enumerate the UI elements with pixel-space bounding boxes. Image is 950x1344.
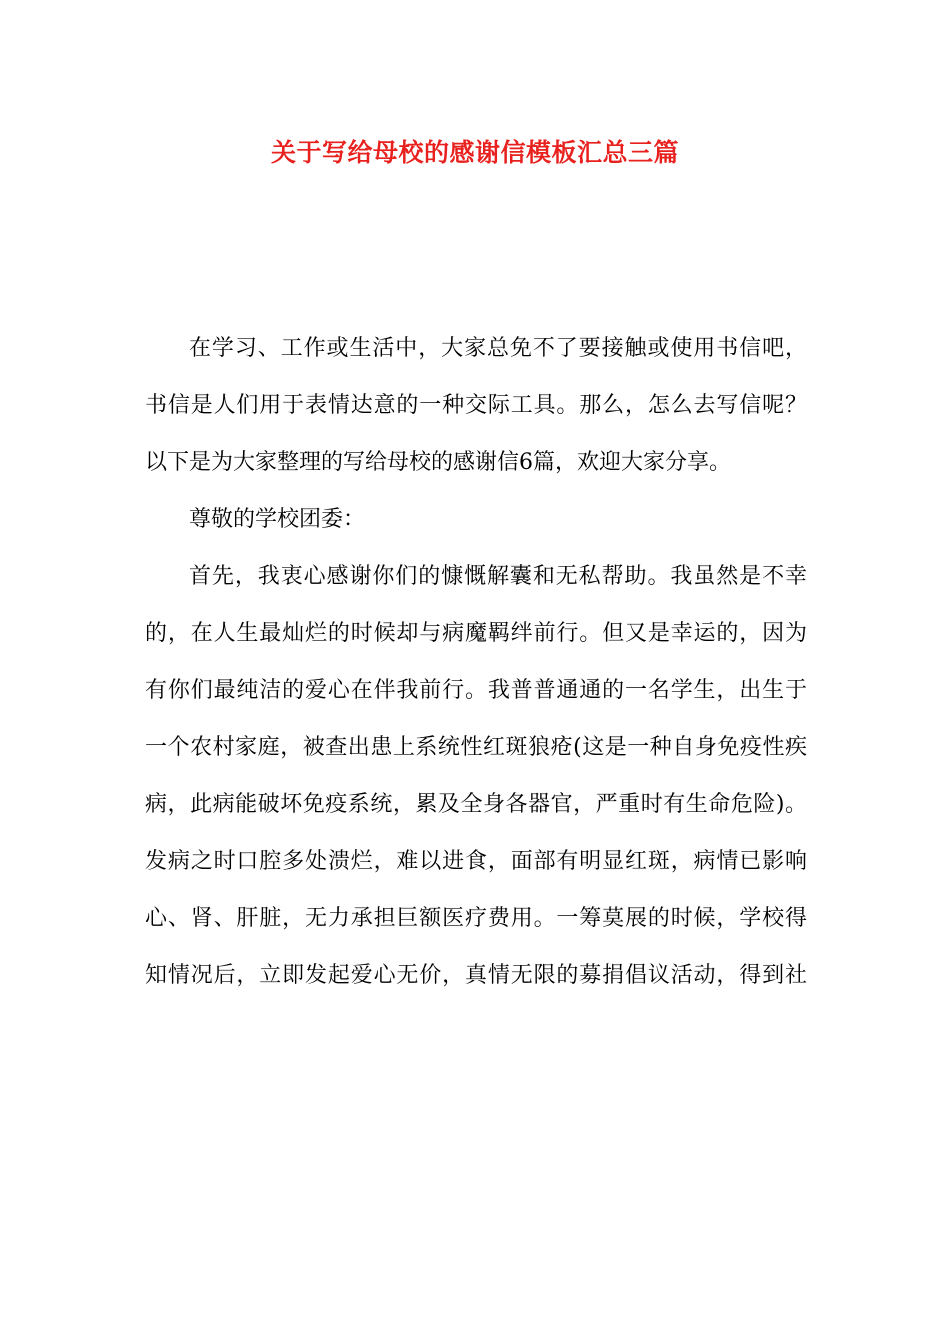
body-line: 书信是人们用于表情达意的一种交际工具。那么，怎么去写信呢？ bbox=[145, 393, 807, 418]
body-line: 以下是为大家整理的写给母校的感谢信6篇，欢迎大家分享。 bbox=[145, 450, 731, 475]
salutation: 尊敬的学校团委： bbox=[189, 507, 366, 532]
body-line: 心、肾、肝脏，无力承担巨额医疗费用。一筹莫展的时候，学校得 bbox=[145, 906, 807, 931]
body-line: 的，在人生最灿烂的时候却与病魔羁绊前行。但又是幸运的，因为 bbox=[145, 621, 807, 646]
body-line: 知情况后，立即发起爱心无价，真情无限的募捐倡议活动，得到社 bbox=[145, 963, 807, 988]
document-title: 关于写给母校的感谢信模板汇总三篇 bbox=[270, 138, 679, 167]
body-line: 病，此病能破坏免疫系统，累及全身各器官，严重时有生命危险)。 bbox=[145, 792, 807, 817]
document-body bbox=[145, 320, 807, 1004]
body-line: 有你们最纯洁的爱心在伴我前行。我普普通通的一名学生，出生于 bbox=[145, 678, 807, 703]
body-line: 首先，我衷心感谢你们的慷慨解囊和无私帮助。我虽然是不幸 bbox=[189, 564, 807, 589]
body-line: 发病之时口腔多处溃烂，难以进食，面部有明显红斑，病情已影响 bbox=[145, 849, 807, 874]
body-line: 在学习、工作或生活中，大家总免不了要接触或使用书信吧， bbox=[189, 336, 807, 361]
body-line: 一个农村家庭，被查出患上系统性红斑狼疮(这是一种自身免疫性疾 bbox=[145, 735, 807, 760]
